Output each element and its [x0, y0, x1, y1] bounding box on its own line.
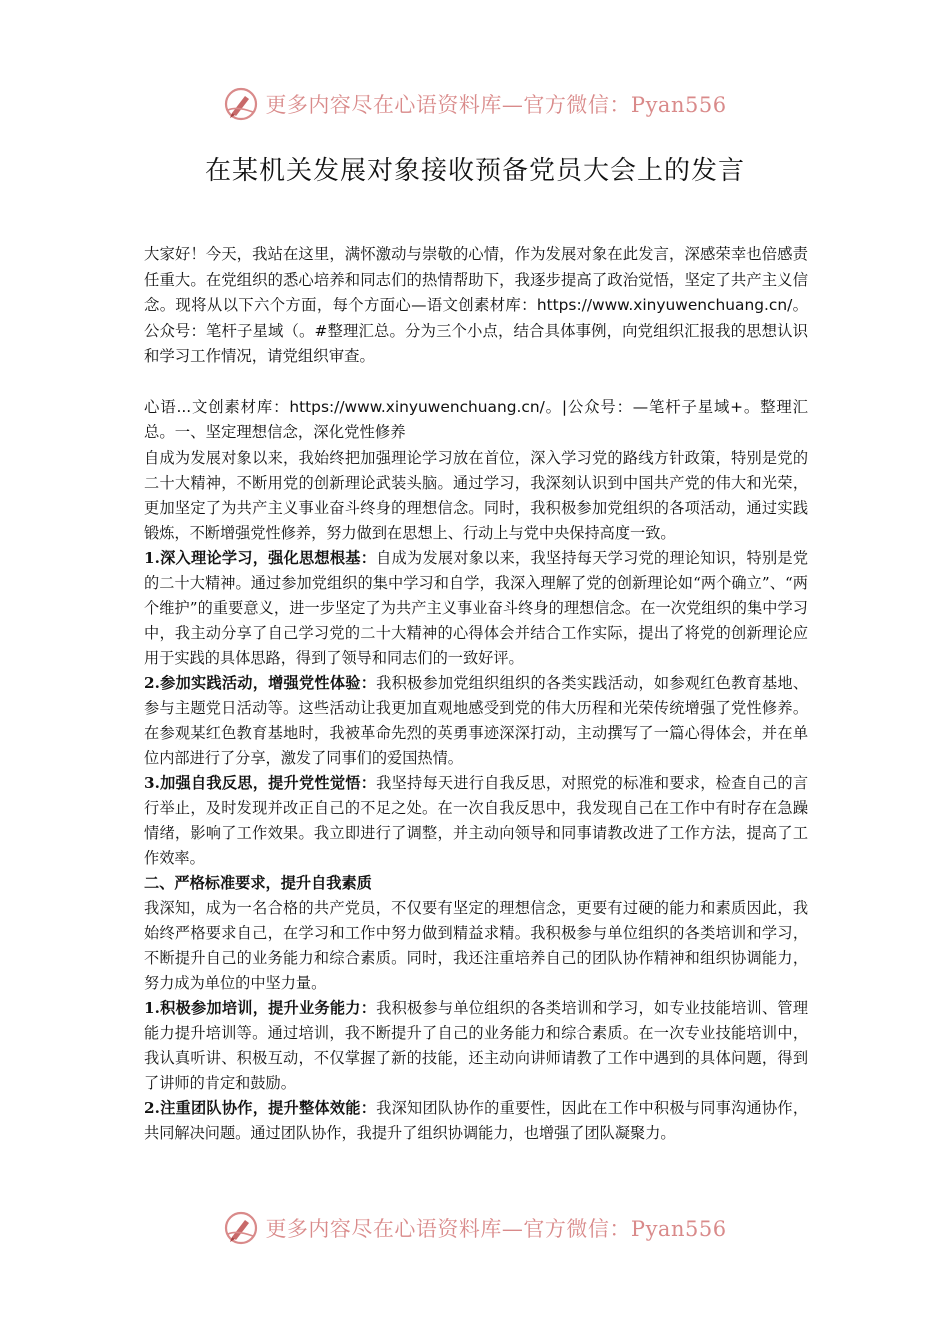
item-text: 自成为发展对象以来，我坚持每天学习党的理论知识，特别是党的二十大精神。通过参加党组织的集中学习和自学，我深入理解了党的创新理论如“两个确立”、“两个维护”的重要意义，进一步坚定了为共产主义事业奋斗终身的理想信念。在一次党组织的集中学习中，我主动分享了自己学习党的二十大精神的心得体会并结合工作实际，提出了将党的创新理论应用于实践的具体思路，得到了领导和同志们的一致好评。 — [144, 548, 809, 667]
item-1-1 — [144, 546, 808, 671]
pen-circle-logo-icon — [223, 86, 259, 122]
item-text: 我积极参加党组织组织的各类实践活动，如参观红色教育基地、参与主题党日活动等。这些活动让我更加直观地感受到党的伟大历程和光荣传统增强了党性修养。在参观某红色教育基地时，我被革命先烈的英勇事迹深深打动，主动撰写了一篇心得体会，并在单位内部进行了分享，激发了同事们的爱国热情。 — [144, 673, 809, 767]
intro-paragraph: 大家好！今天，我站在这里，满怀激动与崇敬的心情，作为发展对象在此发言，深感荣幸也倍感责任重大。在党组织的悉心培养和同志们的热情帮助下，我逐步提高了政治觉悟，坚定了共产主义信念。现将从以下六个方面，每个方面心—语文创素材库：https://www.xinyuwenchuang.cn/。公众号：笔杆子星域（。#整理汇总。分为三个小点，结合具体事例，向党组织汇报我的思想认识和学习工作情况，请党组织审查。 — [144, 245, 808, 365]
item-heading: 1.积极参加培训，提升业务能力： — [144, 998, 377, 1017]
section2-heading — [144, 871, 808, 896]
section1-body: 自成为发展对象以来，我始终把加强理论学习放在首位，深入学习党的路线方针政策，特别是党的二十大精神，不断用党的创新理论武装头脑。通过学习，我深刻认识到中国共产党的伟大和光荣，更加坚定了为共产主义事业奋斗终身的理想信念。同时，我积极参加党组织的各项活动，通过实践锻炼，不断增强党性修养，努力做到在思想上、行动上与党中央保持高度一致。 — [144, 448, 808, 542]
item-heading: 3.加强自我反思，提升党性觉悟： — [144, 773, 377, 792]
document-body — [144, 242, 808, 1146]
item-text: 我积极参与单位组织的各类培训和学习，如专业技能培训、管理能力提升培训等。通过培训，我不断提升了自己的业务能力和综合素质。在一次专业技能培训中，我认真听讲、积极互动，不仅掌握了新的技能，还主动向讲师请教了工作中遇到的具体问题，得到了讲师的肯定和鼓励。 — [144, 998, 809, 1092]
item-text: 我深知团队协作的重要性，因此在工作中积极与同事沟通协作，共同解决问题。通过团队协作，我提升了组织协调能力，也增强了团队凝聚力。 — [144, 1098, 809, 1142]
section1-lead: 心语...文创素材库：https://www.xinyuwenchuang.cn/。|公众号：—笔杆子星域+。整理汇总。一、坚定理想信念，深化党性修养 — [144, 397, 808, 441]
item-heading: 2.注重团队协作，提升整体效能： — [144, 1098, 377, 1117]
pen-circle-logo-icon — [223, 1210, 259, 1246]
item-1-3 — [144, 771, 808, 871]
item-1-2 — [144, 671, 808, 771]
item-2-2 — [144, 1096, 808, 1146]
item-heading: 2.参加实践活动，增强党性体验： — [144, 673, 377, 692]
paragraph-gap — [144, 370, 808, 395]
item-text: 我坚持每天进行自我反思，对照党的标准和要求，检查自己的言行举止，及时发现并改正自己的不足之处。在一次自我反思中，我发现自己在工作中有时存在急躁情绪，影响了工作效果。我立即进行了调整，并主动向领导和同事请教改进了工作方法，提高了工作效率。 — [144, 773, 809, 867]
header-watermark — [0, 82, 950, 126]
section2-body: 我深知，成为一名合格的共产党员，不仅要有坚定的理想信念，更要有过硬的能力和素质因此，我始终严格要求自己，在学习和工作中努力做到精益求精。我积极参与单位组织的各类培训和学习，不断提升自己的业务能力和综合素质。同时，我还注重培养自己的团队协作精神和组织协调能力，努力成为单位的中坚力量。 — [144, 898, 808, 992]
footer-watermark — [0, 1206, 950, 1250]
page-title: 在某机关发展对象接收预备党员大会上的发言 — [204, 156, 745, 186]
section-heading-text: 二、严格标准要求，提升自我素质 — [144, 873, 372, 892]
item-heading: 1.深入理论学习，强化思想根基： — [144, 548, 377, 567]
watermark-text: 更多内容尽在心语资料库—官方微信：Pyan556 — [265, 1217, 727, 1241]
watermark-text: 更多内容尽在心语资料库—官方微信：Pyan556 — [265, 93, 727, 117]
item-2-1 — [144, 996, 808, 1096]
